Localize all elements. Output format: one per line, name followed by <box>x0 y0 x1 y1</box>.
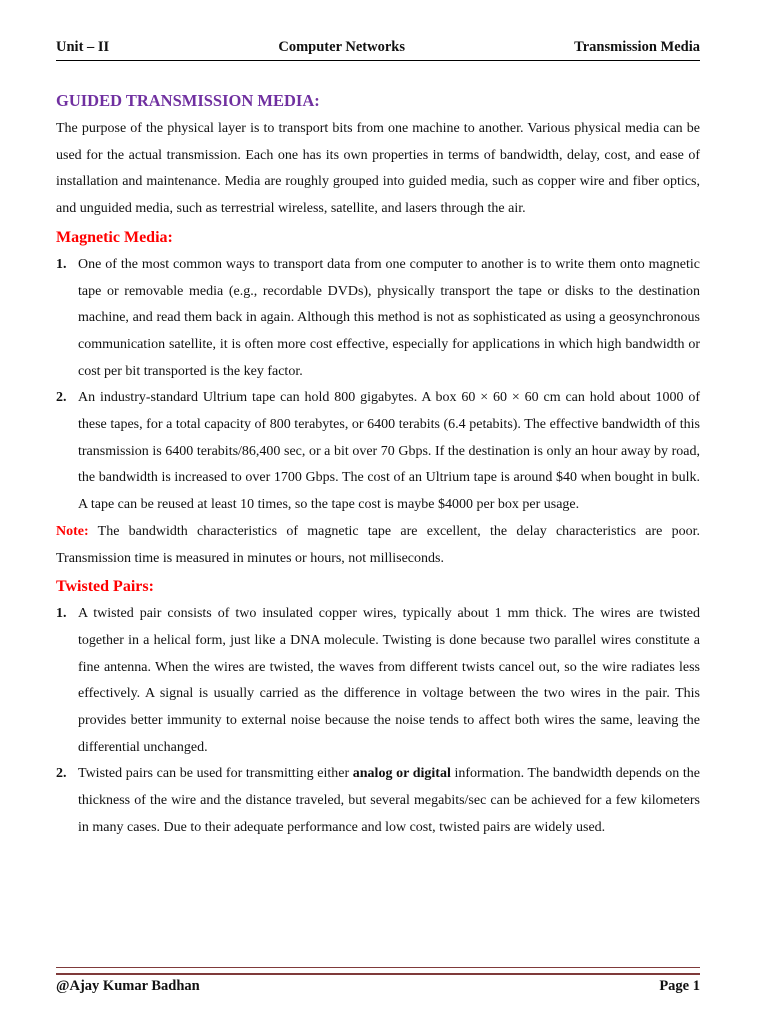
header-course: Computer Networks <box>278 38 405 55</box>
list-item <box>56 252 700 386</box>
magnetic-media-list <box>56 252 700 519</box>
twisted-pairs-heading: Twisted Pairs: <box>56 578 154 596</box>
intro-paragraph: The purpose of the physical layer is to transport bits from one machine to another. Various physical media can be used for the actual transmission. Each one has its own properties in terms of bandwidth, delay, cost, and ease of installation and maintenance. Media are roughly grouped into guided media, such as copper wire and fiber optics, and unguided media, such as terrestrial wireless, satellite, and lasers through the air. <box>56 121 700 217</box>
footer-author: @Ajay Kumar Badhan <box>56 978 200 994</box>
item-text <box>78 761 700 841</box>
note-paragraph <box>56 519 700 572</box>
item-text-bold: analog or digital <box>352 766 451 782</box>
note-text: The bandwidth characteristics of magnetic tape are excellent, the delay characteristics are poor. Transmission time is measured in minutes or hours, not milliseconds. <box>56 523 700 566</box>
item-text: A twisted pair consists of two insulated copper wires, typically about 1 mm thick. The wires are twisted together in a helical form, just like a DNA molecule. Twisting is done because two parallel wires constitute a fine antenna. When the wires are twisted, the waves from different twists cancel out, so the wire radiates less effectively. A signal is usually carried as the difference in voltage between the two wires in the pair. This provides better immunity to external noise because the noise tends to affect both wires the same, leaving the differential unchanged. <box>78 606 700 755</box>
item-number: 2. <box>56 766 67 782</box>
item-text: One of the most common ways to transport data from one computer to another is to write them onto magnetic tape or removable media (e.g., recordable DVDs), physically transport the tape or disks to the destination machine, and read them back in again. Although this method is not as sophisticated as using a geosynchronous communication satellite, it is often more cost effective, especially for applications in which high bandwidth or cost per bit transported is the key factor. <box>78 256 700 379</box>
header-topic: Transmission Media <box>574 38 700 55</box>
magnetic-media-heading: Magnetic Media: <box>56 228 173 246</box>
item-text-after: information. The bandwidth depends on the thickness of the wire and the distance traveled, but several megabits/sec can be achieved for a few kilometers in many cases. Due to their adequate performance and low cost, twisted pairs are widely used. <box>78 766 700 835</box>
header-rule <box>56 60 700 61</box>
section-title: GUIDED TRANSMISSION MEDIA: <box>56 91 320 110</box>
twisted-pairs-list <box>56 601 700 841</box>
item-number: 2. <box>56 390 67 406</box>
page-footer <box>56 978 700 995</box>
page-header <box>56 36 700 58</box>
page-content <box>56 88 700 842</box>
footer-rule <box>56 967 700 975</box>
header-unit: Unit – II <box>56 38 110 55</box>
list-item <box>56 761 700 841</box>
page-number: Page 1 <box>659 978 700 994</box>
item-text-before: Twisted pairs can be used for transmitting either <box>78 766 353 782</box>
list-item <box>56 385 700 519</box>
item-number: 1. <box>56 606 67 622</box>
item-number: 1. <box>56 256 67 272</box>
item-text: An industry-standard Ultrium tape can hold 800 gigabytes. A box 60 × 60 × 60 cm can hold about 1000 of these tapes, for a total capacity of 800 terabytes, or 6400 terabits (6.4 petabits). The effective bandwidth of this transmission is 6400 terabits/86,400 sec, or a bit over 70 Gbps. If the destination is only an hour away by road, the bandwidth is increased to over 1700 Gbps. The cost of an Ultrium tape is around $40 when bought in bulk. A tape can be reused at least 10 times, so the tape cost is maybe $4000 per box per usage. <box>78 390 700 513</box>
list-item <box>56 601 700 761</box>
note-label: Note: <box>56 523 89 539</box>
